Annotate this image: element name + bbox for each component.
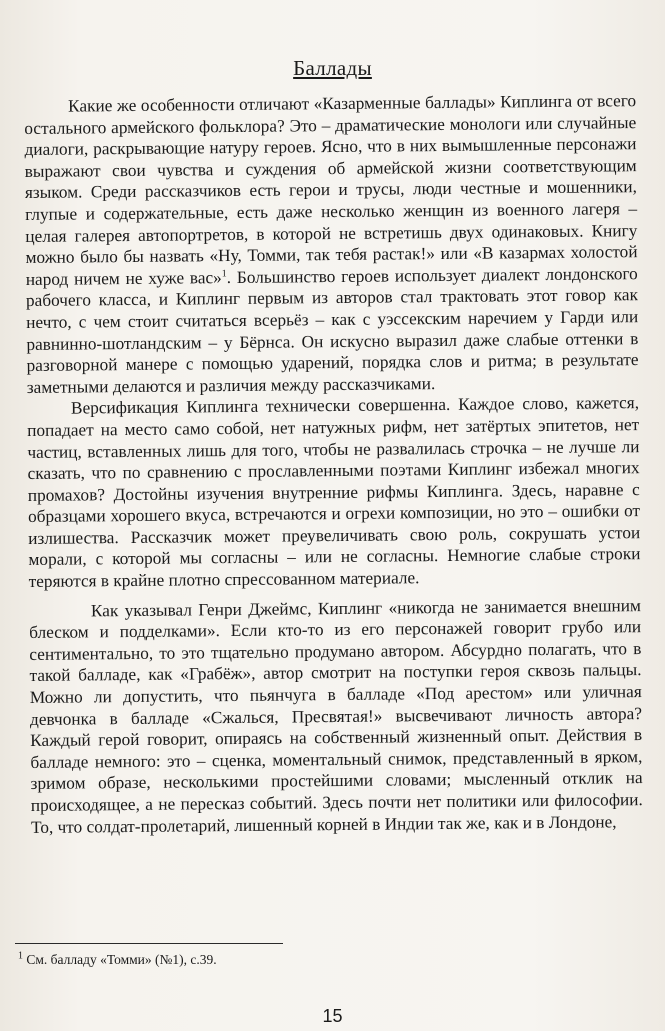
footnote-marker: 1 xyxy=(18,950,23,962)
footnote-divider xyxy=(15,943,283,944)
paragraph-1 xyxy=(24,90,639,398)
paragraph-2: Версификация Киплинга технически совершенна. Каждое слово, кажется, попадает на место само собой, нет натужных рифм, нет затёртых эпитетов, нет частиц, вставленных лишь для того, чтобы не развалилась строчка – не лучше ли сказать, что по сравнению с прославленными поэтами Киплинг избежал многих промахов? Достойны изучения внутренние рифмы Киплинга. Здесь, наравне с образцами хорошего вкуса, встречаются и огрехи композиции, но это – ошибки от излишества. Рассказчик может преувеличивать свою роль, сокрушать устои морали, с которой мы согласны – или не согласны. Немногие слабые строки теряются в крайне плотно спрессованном материале. xyxy=(27,393,641,592)
paragraph-3: Как указывал Генри Джеймс, Киплинг «никогда не занимается внешним блеском и подделками». Если кто-то из его персонажей говорит грубо или сентиментально, то это тщательно продумано автором. Абсурдно полагать, что в такой балладе, как «Грабёж», автор смотрит на поступки героя сквозь пальцы. Можно ли допустить, что пьянчуга в балладе «Под арестом» или уличная девчонка в балладе «Сжалься, Пресвятая!» высвечивают личность автора? Каждый герой говорит, опираясь на собственный жизненный опыт. Действия в балладе немного: это – сценка, моментальный снимок, представленный в ярком, зримом образе, несколькими простейшими словами; мысленный отклик на происходящее, а не пересказ событий. Здесь почти нет политики или философии. То, что солдат-пролетарий, лишенный корней в Индии так же, как и в Лондоне, xyxy=(29,595,643,837)
footnote-reference: 1 xyxy=(221,268,227,280)
body-text xyxy=(24,90,643,838)
page-number: 15 xyxy=(322,1006,343,1026)
page-title: Баллады xyxy=(293,56,372,80)
footnote-text: См. балладу «Томми» (№1), с.39. xyxy=(26,952,217,967)
footnote xyxy=(18,952,217,968)
paragraph-1-part-a: Какие же особенности отличают «Казарменные баллады» Киплинга от всего остального армейского фольклора? Это – драматические монологи или случайные диалоги, раскрывающие натуру героев. Ясно, что в них вымышленные персонажи выражают свои чувства и суждения об армейской жизни соответствующим языком. Среди рассказчиков есть герои и трусы, люди честные и мошенники, глупые и содержательные, есть даже несколько женщин из военного лагеря – целая галерея автопортретов, в которой не встретишь двух одинаковых. Книгу можно было бы назвать «Ну, Томми, так тебя растак!» или «В казармах холостой народ ничем не хуже вас» xyxy=(24,91,638,289)
paragraph-1-part-b: . Большинство героев использует диалект лондонского рабочего класса, и Киплинг первым из авторов стал трактовать этот говор как нечто, с чем стоит считаться всерьёз – как с уэссекским наречием у Гарди или равнинно-шотландским – у Бёрнса. Он искусно выразил даже слабые оттенки в разговорной манере с помощью ударений, порядка слов и ритма; в результате заметными делаются и различия между рассказчиками. xyxy=(25,263,639,397)
